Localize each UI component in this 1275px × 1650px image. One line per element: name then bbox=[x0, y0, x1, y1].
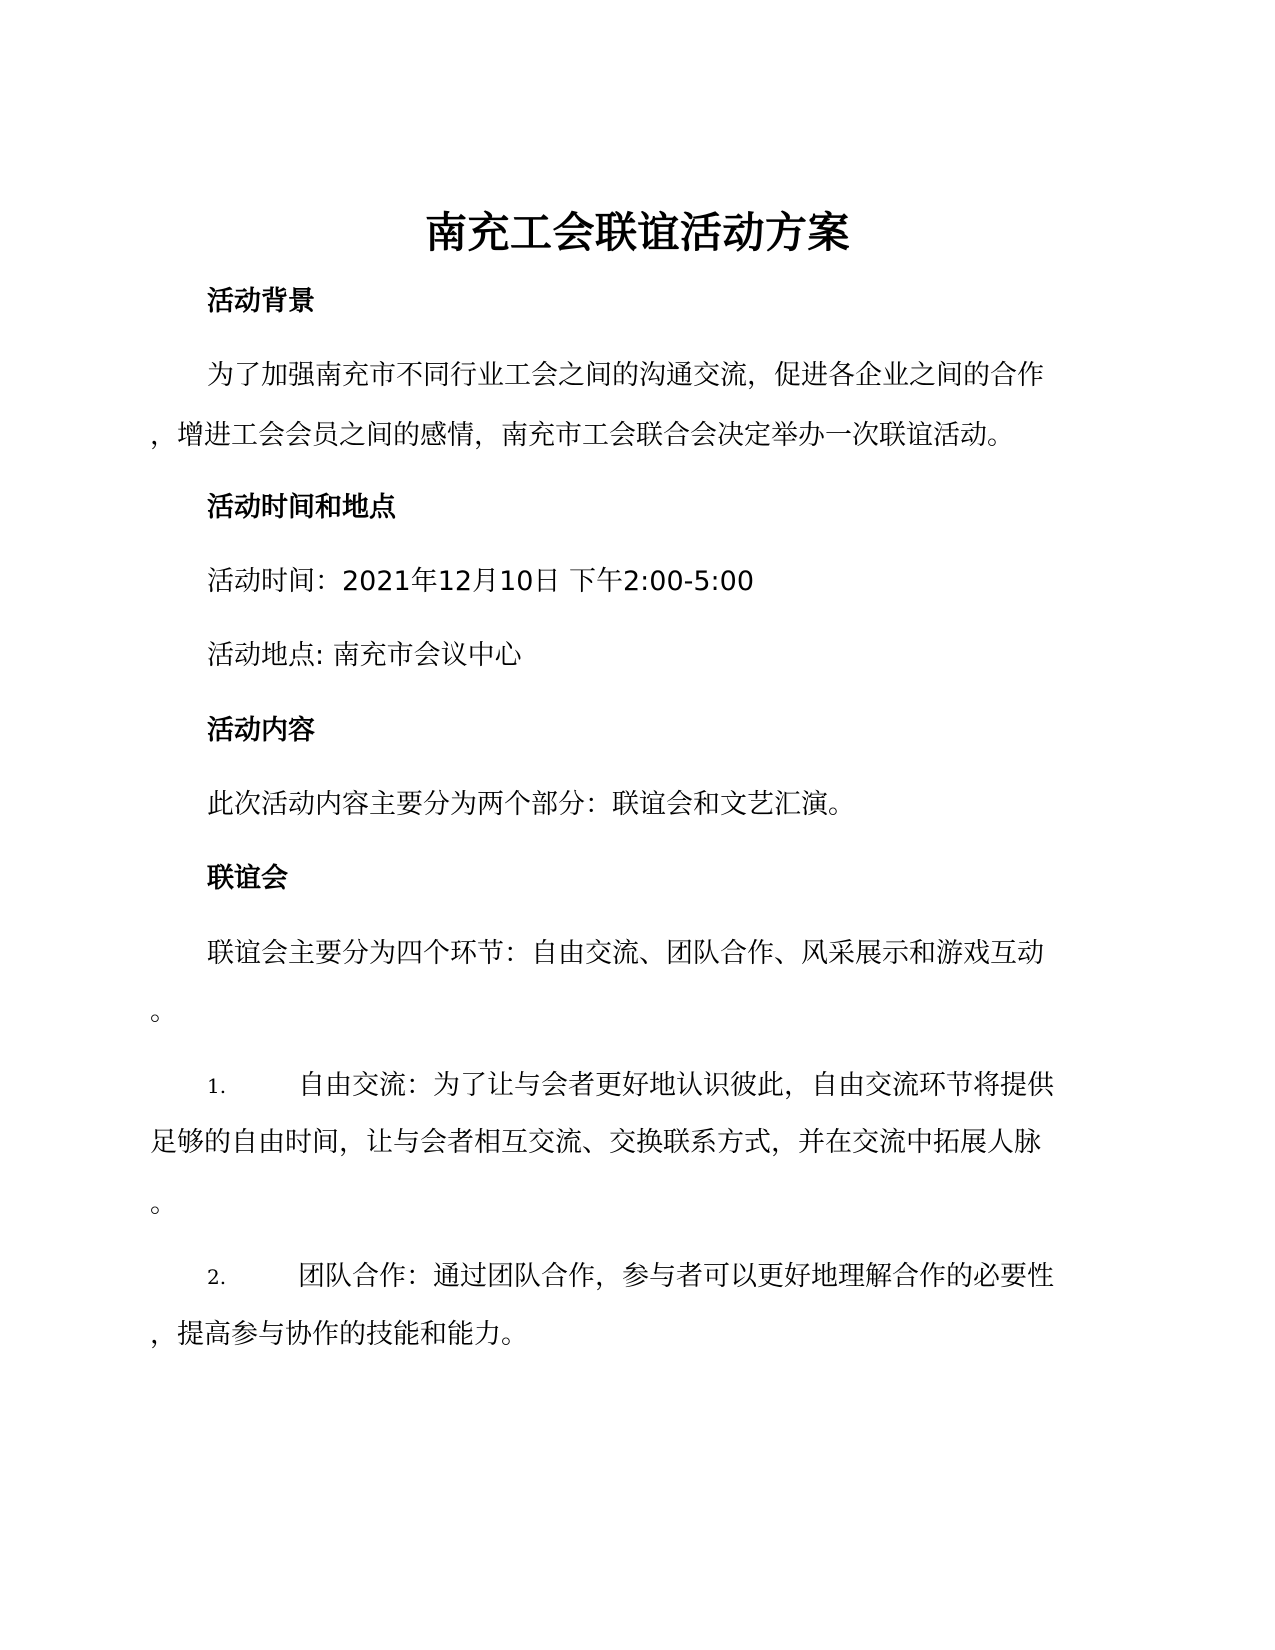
party-intro-line-2: 。 bbox=[150, 996, 177, 1027]
background-paragraph-line-2: ，增进工会会员之间的感情，南充市工会联合会决定举办一次联谊活动。 bbox=[150, 420, 1014, 451]
list-item-number: 1. bbox=[207, 1074, 227, 1098]
list-item-1-line-1: 自由交流：为了让与会者更好地认识彼此，自由交流环节将提供 bbox=[298, 1070, 1054, 1101]
heading-party: 联谊会 bbox=[207, 863, 288, 894]
list-item-number: 2. bbox=[207, 1265, 227, 1289]
list-item-1-line-2: 足够的自由时间，让与会者相互交流、交换联系方式，并在交流中拓展人脉 bbox=[150, 1127, 1041, 1158]
heading-background: 活动背景 bbox=[207, 286, 315, 317]
party-intro-line-1: 联谊会主要分为四个环节：自由交流、团队合作、风采展示和游戏互动 bbox=[207, 938, 1044, 969]
list-item-1-line-3: 。 bbox=[150, 1188, 177, 1219]
activity-time: 活动时间：2021年12月10日 下午2:00-5:00 bbox=[207, 566, 755, 597]
heading-content: 活动内容 bbox=[207, 715, 315, 746]
document-title: 南充工会联谊活动方案 bbox=[424, 208, 850, 257]
content-paragraph: 此次活动内容主要分为两个部分：联谊会和文艺汇演。 bbox=[207, 789, 855, 820]
activity-place: 活动地点: 南充市会议中心 bbox=[207, 640, 522, 671]
list-item-2-line-2: ，提高参与协作的技能和能力。 bbox=[150, 1319, 528, 1350]
heading-time-place: 活动时间和地点 bbox=[207, 492, 396, 523]
list-item-2-line-1: 团队合作：通过团队合作，参与者可以更好地理解合作的必要性 bbox=[298, 1261, 1054, 1292]
background-paragraph-line-1: 为了加强南充市不同行业工会之间的沟通交流，促进各企业之间的合作 bbox=[207, 360, 1044, 391]
